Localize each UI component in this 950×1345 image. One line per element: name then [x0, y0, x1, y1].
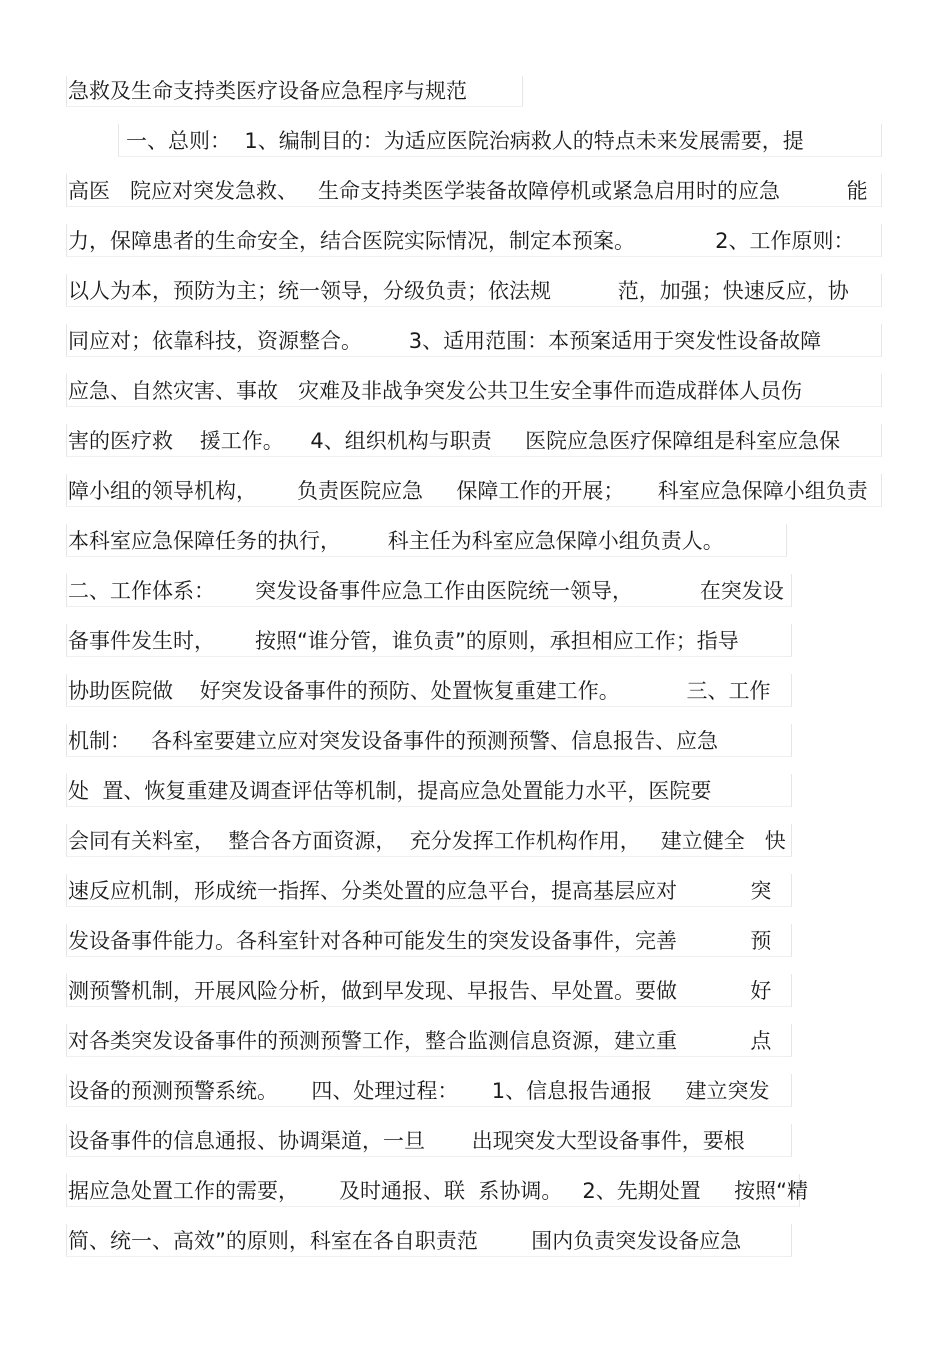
- text-line: 据应急处置工作的需要， 及时通报、联 系协调。 2、先期处置 按照“精: [68, 1179, 809, 1203]
- text-line: 发设备事件能力。各科室针对各种可能发生的突发设备事件，完善 预: [68, 929, 772, 953]
- text-line: 应急、自然灾害、事故 灾难及非战争突发公共卫生安全事件而造成群体人员伤: [68, 379, 803, 403]
- text-line: 处 置、恢复重建及调查评估等机制，提高应急处置能力水平，医院要: [68, 779, 712, 803]
- text-line: 力，保障患者的生命安全，结合医院实际情况，制定本预案。 2、工作原则：: [68, 229, 855, 253]
- text-line: 简、统一、高效”的原则，科室在各自职责范 围内负责突发设备应急: [68, 1229, 742, 1253]
- section-heading-line: 二、工作体系： 突发设备事件应急工作由医院统一领导， 在突发设: [68, 579, 784, 603]
- text-line: 备事件发生时， 按照“谁分管，谁负责”的原则，承担相应工作；指导: [68, 629, 739, 653]
- text-line: 设备的预测预警系统。 四、处理过程： 1、信息报告通报 建立突发: [68, 1079, 770, 1103]
- text-line: 协助医院做 好突发设备事件的预防、处置恢复重建工作。 三、工作: [68, 679, 771, 703]
- text-line: 本科室应急保障任务的执行， 科主任为科室应急保障小组负责人。: [68, 529, 724, 553]
- text-line: 障小组的领导机构， 负责医院应急 保障工作的开展； 科室应急保障小组负责: [68, 479, 868, 503]
- text-line: 害的医疗救 援工作。 4、组织机构与职责 医院应急医疗保障组是科室应急保: [68, 429, 841, 453]
- text-line: 一、总则： 1、编制目的：为适应医院治病救人的特点未来发展需要，提: [126, 129, 804, 153]
- document-title: 急救及生命支持类医疗设备应急程序与规范: [68, 79, 467, 103]
- text-line: 设备事件的信息通报、协调渠道，一旦 出现突发大型设备事件，要根: [68, 1129, 745, 1153]
- text-line: 测预警机制，开展风险分析，做到早发现、早报告、早处置。要做 好: [68, 979, 772, 1003]
- text-line: 同应对；依靠科技，资源整合。 3、适用范围：本预案适用于突发性设备故障: [68, 329, 822, 353]
- text-line: 以人为本，预防为主；统一领导，分级负责；依法规 范，加强；快速反应，协: [68, 279, 849, 303]
- text-line: 会同有关料室， 整合各方面资源， 充分发挥工作机构作用， 建立健全 快: [68, 829, 786, 853]
- text-line: 机制： 各科室要建立应对突发设备事件的预测预警、信息报告、应急: [68, 729, 719, 753]
- text-line: 速反应机制，形成统一指挥、分类处置的应急平台，提高基层应对 突: [68, 879, 772, 903]
- text-line: 对各类突发设备事件的预测预警工作，整合监测信息资源，建立重 点: [68, 1029, 772, 1053]
- text-line: 高医 院应对突发急救、 生命支持类医学装备故障停机或紧急启用时的应急 能: [68, 179, 868, 203]
